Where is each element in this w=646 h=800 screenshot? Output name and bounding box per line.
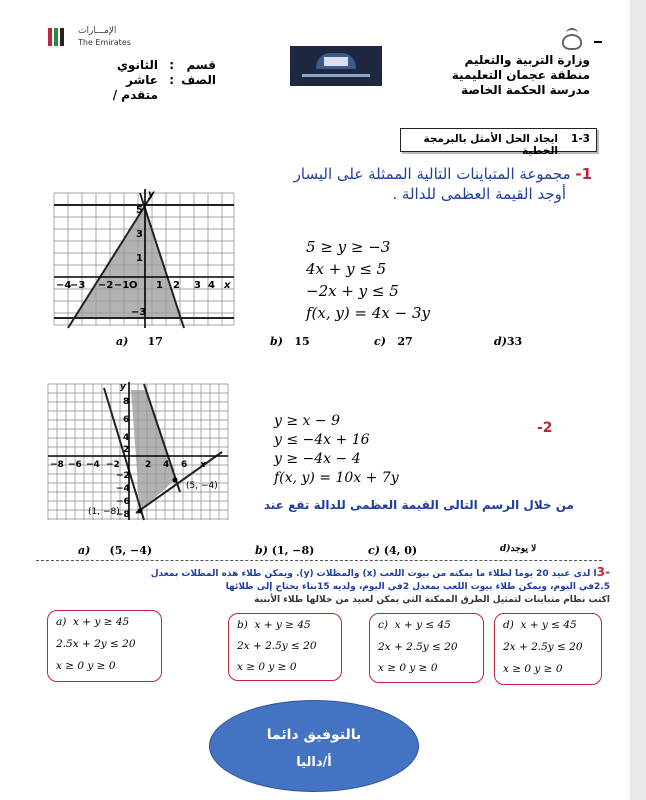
grade-label: الصف (181, 73, 216, 87)
q2-option-a[interactable]: a) (5, −4) (78, 544, 153, 557)
q3-option-d[interactable]: d) x + y ≤ 45 2x + 2.5y ≤ 20 x ≥ 0 y ≥ 0 (494, 613, 602, 685)
q2-x-label: x (200, 460, 206, 470)
q3-option-b[interactable]: b) x + y ≥ 45 2x + 2.5y ≤ 20 x ≥ 0 y ≥ 0 (228, 613, 342, 681)
q2-x-label: −4 (86, 460, 100, 470)
q1-constraint: 4x + y ≤ 5 (306, 260, 387, 278)
q2-x-label: 4 (163, 460, 170, 470)
section-divider (36, 560, 602, 561)
topic-title: ايجاد الحل الأمثل بالبرمجة الخطية (423, 133, 558, 157)
q3-line2: 2.5في اليوم، ويمكن طلاء بيوت اللعب بمعدل 2في اليوم، ولديه 15بناء يحتاج إلى طلائها (225, 582, 610, 592)
page-right-edge (630, 0, 646, 800)
q3-option-c[interactable]: c) x + y ≤ 45 2x + 2.5y ≤ 20 x ≥ 0 y ≥ 0 (369, 613, 484, 683)
q1-line2: أوجد القيمة العظمى للدالة . (392, 185, 566, 203)
zone-name: منطقة عجمان التعليمية (451, 68, 590, 82)
q1-constraint: f(x, y) = 4x − 3y (306, 304, 430, 322)
q3-option-a[interactable]: a) x + y ≥ 45 2.5x + 2y ≤ 20 x ≥ 0 y ≥ 0 (47, 610, 162, 682)
q1-graph (38, 185, 238, 330)
q2-y-label: 6 (123, 415, 130, 425)
topic-box (400, 128, 597, 157)
q1-x-label: −1 (114, 280, 130, 291)
q1-x-label: 1 (156, 280, 163, 291)
q3-number: -3 (596, 565, 610, 579)
q1-option-b[interactable]: b) 15 (270, 335, 310, 348)
q3-line3: اكتب نظام متباينات لتمثيل الطرق الممكنة التي يمكن لعبيد من خلالها طلاء الأبنية (254, 595, 610, 605)
ministry-logo (562, 28, 588, 50)
q1-y-label: y (148, 189, 155, 200)
q1-y-label: −3 (131, 307, 147, 318)
q2-vertex-point (173, 478, 178, 483)
school-name: مدرسة الحكمة الخاصة (461, 83, 590, 97)
colon: : (169, 73, 174, 87)
header-labels (96, 58, 216, 102)
q1-option-a[interactable]: a) 17 (116, 335, 163, 348)
q2-x-label: −8 (50, 460, 64, 470)
header-dash (594, 41, 602, 43)
q2-y-label: 2 (123, 445, 130, 455)
q2-y-label: −8 (116, 510, 130, 520)
q2-constraints (274, 412, 399, 488)
q2-constraint: y ≥ −4x − 4 (274, 451, 361, 467)
ministry-block (452, 53, 590, 98)
q1-x-label: −4 (56, 280, 72, 291)
q2-option-d[interactable]: d)لا يوجد (500, 544, 537, 554)
q2-x-label: −6 (68, 460, 82, 470)
q1-x-label: 3 (194, 280, 201, 291)
good-luck-bubble (209, 700, 419, 792)
uae-logo (48, 26, 152, 52)
q1-x-label: O (129, 280, 138, 291)
good-luck-text: بالتوفيق دائما (266, 727, 362, 743)
q2-y-label: −4 (116, 484, 130, 494)
colon: : (169, 58, 174, 72)
q2-vertex-point (138, 509, 143, 514)
q2-graph (44, 380, 234, 522)
q1-y-label: 5 (136, 205, 143, 216)
q2-point-label: (1, −8) (88, 507, 120, 517)
ministry-name: وزارة التربية والتعليم (464, 53, 590, 67)
uae-logo-mark (48, 28, 70, 46)
q2-y-label: −6 (116, 497, 130, 507)
q2-constraint: y ≤ −4x + 16 (274, 432, 370, 448)
q2-option-b[interactable]: b) (1, −8) (255, 544, 315, 557)
q1-x-label: 4 (208, 280, 215, 291)
section-label: قسم (186, 58, 216, 72)
q1-option-c[interactable]: c) 27 (374, 335, 413, 348)
q2-constraint: y ≥ x − 9 (274, 413, 340, 429)
q2-point-label: (5, −4) (186, 481, 218, 491)
school-logo (290, 46, 382, 86)
q2-y-label: 4 (123, 433, 130, 443)
q2-number: -2 (537, 420, 553, 436)
q2-option-c[interactable]: c) (4, 0) (368, 544, 418, 557)
q1-x-label: 2 (173, 280, 180, 291)
q1-constraint: 5 ≥ y ≥ −3 (306, 238, 391, 256)
q1-y-label: 1 (136, 253, 143, 264)
q1-feasible-region (75, 205, 180, 318)
q2-x-label: 2 (145, 460, 152, 470)
q2-y-label: 8 (123, 397, 130, 407)
section-value: الثانوي (116, 58, 158, 72)
q1-x-label: x (224, 280, 231, 291)
uae-logo-arabic: الإمـــارات (78, 26, 117, 36)
q1-option-d[interactable]: d)33 (494, 335, 523, 348)
q3-line1: ا لدى عبيد 20 يوما لطلاء ما يمكنه من بيوت اللعب (x) والمظلات (y). ويمكن طلاء هذه المظلات بمعدل (150, 569, 597, 579)
q1-y-label: 3 (136, 229, 143, 240)
topic-number: 1-3 (571, 133, 590, 145)
q3-text (44, 566, 610, 607)
q2-x-label: −2 (106, 460, 120, 470)
teacher-name: أ/داليا (296, 755, 332, 770)
q1-number: 1- (575, 165, 592, 183)
q1-constraints (306, 236, 430, 324)
q1-line1: مجموعة المتباينات التالية الممثلة على اليسار (293, 165, 571, 183)
q1-constraint: −2x + y ≤ 5 (306, 282, 399, 300)
q1-heading (232, 164, 592, 204)
q2-x-label: 6 (181, 460, 188, 470)
q2-constraint: f(x, y) = 10x + 7y (274, 470, 399, 486)
uae-logo-english: The Emirates (78, 38, 131, 47)
q1-x-label: −2 (98, 280, 114, 291)
grade-value: عاشر متقدم / (112, 73, 158, 102)
q1-x-label: −3 (70, 280, 86, 291)
q2-y-label: −2 (116, 471, 130, 481)
q2-y-label: y (120, 382, 126, 392)
q2-prompt: من خلال الرسم التالى القيمة العظمى للدالة تقع عند (263, 498, 574, 512)
